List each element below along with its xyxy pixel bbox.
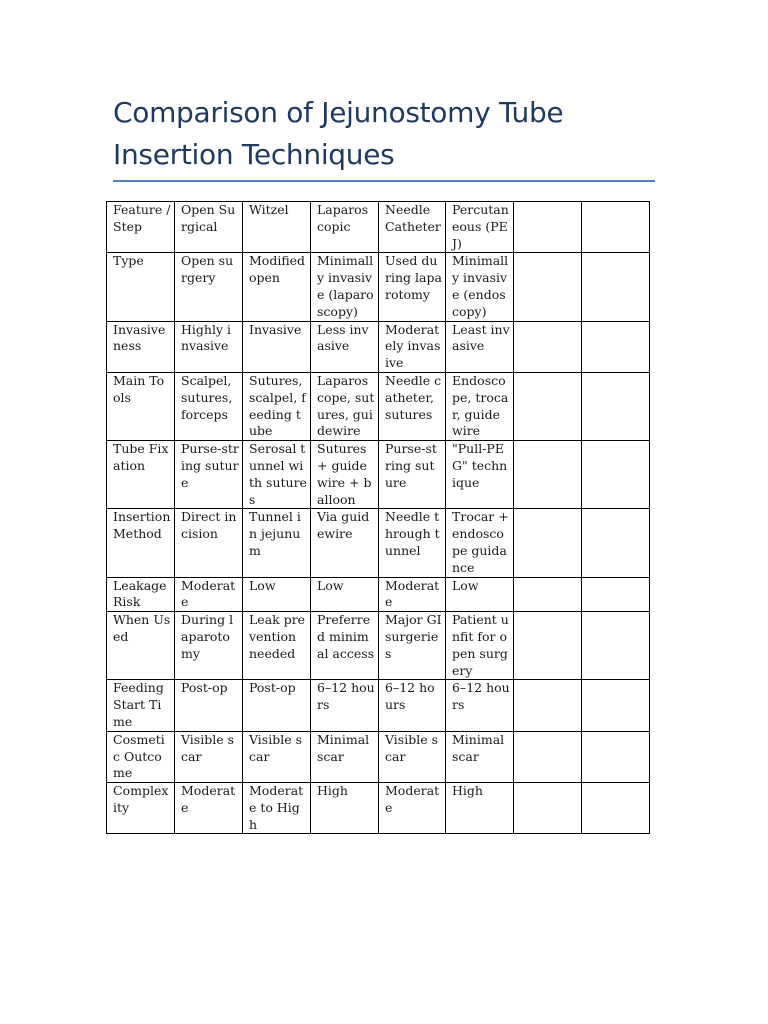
table-cell: [514, 509, 582, 577]
table-cell: Needle catheter, sutures: [379, 372, 446, 440]
table-cell: [514, 783, 582, 834]
comparison-table: [106, 201, 650, 834]
table-cell: Minimal scar: [446, 731, 514, 782]
table-cell: Tunnel in jejunum: [243, 509, 311, 577]
table-cell: Least invasive: [446, 321, 514, 372]
table-cell: [514, 253, 582, 321]
table-cell: Moderately invasive: [379, 321, 446, 372]
table-cell: Preferred minimal access: [311, 612, 379, 680]
table-cell: Scalpel, sutures, forceps: [175, 372, 243, 440]
page-title: Comparison of Jejunostomy Tube Insertion Techniques: [113, 96, 564, 171]
table-cell: [582, 253, 650, 321]
table-header-cell: Needle Catheter: [379, 202, 446, 253]
table-cell: Low: [311, 577, 379, 612]
table-cell: Serosal tunnel with sutures: [243, 441, 311, 509]
table-header-cell: Open Surgical: [175, 202, 243, 253]
table-cell: [582, 441, 650, 509]
table-row: [107, 612, 650, 680]
table-cell: Trocar + endoscope guidance: [446, 509, 514, 577]
table-row: [107, 680, 650, 731]
table-row: [107, 731, 650, 782]
table-cell: When Used: [107, 612, 175, 680]
table-cell: Invasive: [243, 321, 311, 372]
table-cell: 6–12 hours: [446, 680, 514, 731]
table-cell: Invasiveness: [107, 321, 175, 372]
table-header-cell: [514, 202, 582, 253]
table-row: [107, 321, 650, 372]
table-cell: [514, 680, 582, 731]
table-cell: Complexity: [107, 783, 175, 834]
table-row: [107, 253, 650, 321]
table-cell: Insertion Method: [107, 509, 175, 577]
table-cell: Moderate: [175, 783, 243, 834]
table-cell: Minimally invasive (endoscopy): [446, 253, 514, 321]
table-header-cell: Feature / Step: [107, 202, 175, 253]
table-cell: Leak prevention needed: [243, 612, 311, 680]
table-cell: Sutures + guidewire + balloon: [311, 441, 379, 509]
table-cell: Feeding Start Time: [107, 680, 175, 731]
table-cell: Moderate: [175, 577, 243, 612]
table-cell: Minimally invasive (laparoscopy): [311, 253, 379, 321]
table-cell: Visible scar: [243, 731, 311, 782]
table-cell: [582, 509, 650, 577]
table-row: [107, 372, 650, 440]
table-header-row: [107, 202, 650, 253]
table-row: [107, 783, 650, 834]
table-cell: Less invasive: [311, 321, 379, 372]
table-cell: Moderate: [379, 577, 446, 612]
table-cell: Minimal scar: [311, 731, 379, 782]
table-cell: Major GI surgeries: [379, 612, 446, 680]
table-cell: High: [311, 783, 379, 834]
table-cell: 6–12 hours: [311, 680, 379, 731]
table-cell: Low: [446, 577, 514, 612]
table-cell: Type: [107, 253, 175, 321]
table-cell: Laparoscope, sutures, guidewire: [311, 372, 379, 440]
table-cell: Purse-string suture: [175, 441, 243, 509]
table-row: [107, 577, 650, 612]
table-cell: Main Tools: [107, 372, 175, 440]
table-cell: Post-op: [243, 680, 311, 731]
table-cell: 6–12 hours: [379, 680, 446, 731]
table-cell: Purse-string suture: [379, 441, 446, 509]
table-header-cell: [582, 202, 650, 253]
table-cell: Via guidewire: [311, 509, 379, 577]
table-row: [107, 441, 650, 509]
table-cell: Sutures, scalpel, feeding tube: [243, 372, 311, 440]
table-cell: Highly invasive: [175, 321, 243, 372]
table-cell: Tube Fixation: [107, 441, 175, 509]
table-cell: Open surgery: [175, 253, 243, 321]
table-header-cell: Percutaneous (PEJ): [446, 202, 514, 253]
table-cell: Post-op: [175, 680, 243, 731]
table-cell: Needle through tunnel: [379, 509, 446, 577]
table-cell: Modified open: [243, 253, 311, 321]
table-cell: [582, 372, 650, 440]
table-cell: Cosmetic Outcome: [107, 731, 175, 782]
table-cell: Visible scar: [379, 731, 446, 782]
table-cell: [582, 577, 650, 612]
table-cell: [582, 783, 650, 834]
table-cell: High: [446, 783, 514, 834]
title-divider: [113, 180, 655, 182]
table-cell: [514, 612, 582, 680]
table-cell: [514, 321, 582, 372]
table-cell: Moderate to High: [243, 783, 311, 834]
table-cell: [514, 577, 582, 612]
table-row: [107, 509, 650, 577]
table-cell: Low: [243, 577, 311, 612]
table-cell: Patient unfit for open surgery: [446, 612, 514, 680]
table-cell: Visible scar: [175, 731, 243, 782]
table-cell: Endoscope, trocar, guidewire: [446, 372, 514, 440]
table-cell: [514, 731, 582, 782]
table-cell: [582, 321, 650, 372]
table-cell: Leakage Risk: [107, 577, 175, 612]
table-cell: Direct incision: [175, 509, 243, 577]
table-cell: [514, 441, 582, 509]
table-cell: [582, 612, 650, 680]
table-header-cell: Witzel: [243, 202, 311, 253]
table-cell: During laparotomy: [175, 612, 243, 680]
table-cell: Moderate: [379, 783, 446, 834]
table-cell: [582, 680, 650, 731]
table-header-cell: Laparoscopic: [311, 202, 379, 253]
table-cell: [514, 372, 582, 440]
table-cell: Used during laparotomy: [379, 253, 446, 321]
table-cell: "Pull-PEG" technique: [446, 441, 514, 509]
table-cell: [582, 731, 650, 782]
